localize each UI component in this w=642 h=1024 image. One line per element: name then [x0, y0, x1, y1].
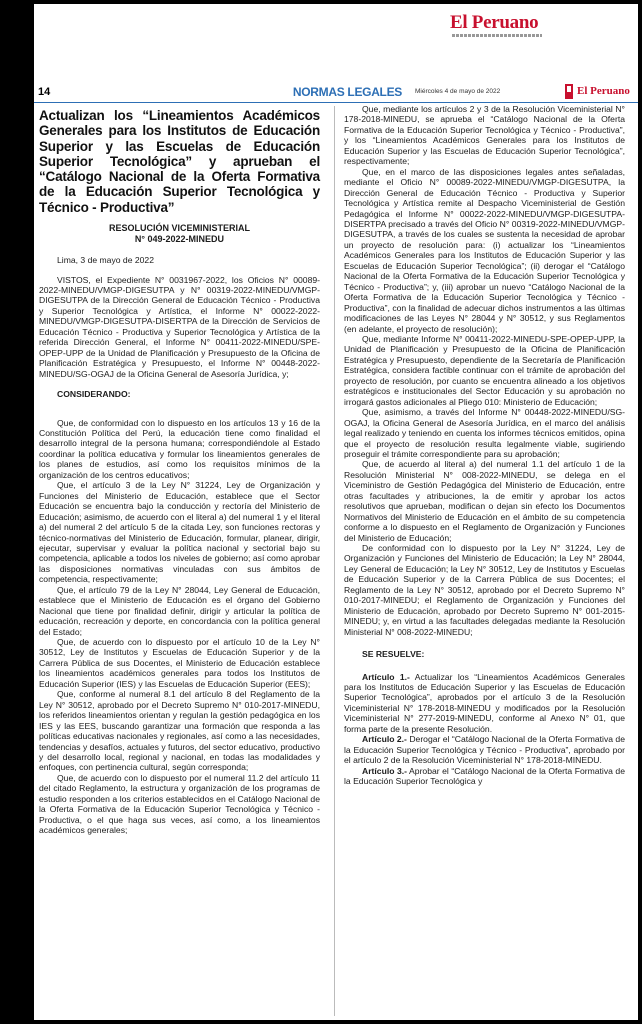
section-title: NORMAS LEGALES	[292, 85, 402, 99]
header-brand: El Peruano	[577, 85, 630, 97]
right-paragraph: Que, en el marco de las disposiciones legales antes señaladas, mediante el Oficio N° 00089-2022-MINEDU/VMGP-DIGESUTPA, la Dirección General de Educación Técnico - Productiva y Superior Tecnológica y Artística remite al Despacho Viceministerial de Gestión Pedagógica el Informe N° 00022-2022-MINEDU/VMGP-DIGESUTPA-DISERTPA precisado a través del Oficio N° 00319-2022-MINEDU/VMGP-DIGESUTPA, a través de los cuales se sustenta la necesidad de aprobar un proyecto de resolución para: (i) actualizar los “Lineamientos Académicos Generales para los Institutos de Educación Superior y las Escuelas de Educación Superior Tecnológica”; (ii) derogar el “Catálogo Nacional de la Oferta Formativa de la Educación Superior Tecnológica y Técnico - Productiva”; y, (iii) aprobar un nuevo “Catálogo Nacional de la Oferta Formativa de la Educación Superior Tecnológica y Técnico - Productiva”, con la finalidad de adecuar dichos instrumentos a las últimas modificaciones de las Leyes N° 28044 y N° 30512, y sus Reglamentos (en adelante, el proyecto de resolución);	[344, 166, 625, 334]
header-rule	[34, 102, 638, 103]
resolution-code: N° 049-2022-MINEDU	[134, 234, 225, 245]
place-date: Lima, 3 de mayo de 2022	[57, 255, 154, 266]
right-paragraph: Que, mediante Informe N° 00411-2022-MINEDU-SPE-OPEP-UPP, la Unidad de Planificación y Presupuesto de la Oficina de Planificación Estratégica y Presupuesto, dependiente de la Secretaría de Planificación Estratégica, considera factible continuar con el trámite de aprobación del proyecto de resolución, por cuanto se encuentra alineado a los objetivos estratégicos e institucionales del Sector Educación y su aprobación no irrogará gastos adicionales al Pliego 010: Ministerio de Educación;	[344, 333, 625, 407]
article-headline: Actualizan los “Lineamientos Académicos Generales para los Institutos de Educación Superior y las Escuelas de Educación Superior Tecnológica” y aprueban el “Catálogo Nacional de la Oferta Formativa de la Educación Superior Tecnológica y Técnico - Productiva”	[39, 108, 320, 215]
article-1-text: Actualizar los “Lineamientos Académicos Generales para los Institutos de Educación Superior y las Escuelas de Educación Superior Tecnológica”, aprobados por el artículo 3 de la Resolución Viceministerial N° 178-2018-MINEDU y modificados por la Resolución Viceministerial N° 277-2019-MINEDU, conforme al Anexo N° 01, que forma parte de la presente Resolución.	[344, 671, 625, 734]
article-3-label: Artículo 3.-	[362, 765, 408, 776]
masthead-tagline-decoration	[452, 34, 542, 37]
left-paragraph: Que, de acuerdo con lo dispuesto por el artículo 10 de la Ley N° 30512, Ley de Institutos y Escuelas de Educación Superior y de la Carrera Pública de sus Docentes, el Ministerio de Educación establece los lineamientos académicos generales para todos los Institutos de Educación Superior (IES) y las Escuelas de Educación Superior (EES);	[39, 637, 320, 689]
considerando-heading: CONSIDERANDO:	[57, 389, 131, 400]
page-header	[34, 84, 638, 104]
right-paragraph: Que, asimismo, a través del Informe N° 00448-2022-MINEDU/SG-OGAJ, la Oficina General de Asesoría Jurídica, en el marco del análisis legal realizado y teniendo en cuenta los informes técnicos emitidos, opina que el proyecto de resolución resulta legalmente viable, sugiriendo proseguir el trámite correspondiente para su aprobación;	[344, 407, 625, 459]
masthead-brand: El Peruano	[450, 12, 539, 33]
header-logo	[565, 84, 631, 100]
left-paragraph: Que, de conformidad con lo dispuesto en los artículos 13 y 16 de la Constitución Política del Perú, la educación tiene como finalidad el desarrollo integral de la persona humana; correspondiéndole al Estado coordinar la política educativa y formular los lineamientos generales de los planes de estudios, así como los requisitos mínimos de la organización de los centros educativos;	[39, 417, 320, 480]
article-2	[344, 734, 625, 765]
article-3-text: Aprobar el “Catálogo Nacional de la Oferta Formativa de la Educación Superior Tecnológica y	[344, 765, 625, 787]
left-paragraph: Que, de acuerdo con lo dispuesto por el numeral 11.2 del artículo 11 del citado Reglamento, la estructura y organización de los programas de estudio responden a los criterios establecidos en el Catálogo Nacional de la Oferta Formativa de la Educación Superior Tecnológica y Técnico - Productiva, o el que haga sus veces, así como, a los lineamientos académicos generales;	[39, 772, 320, 836]
left-paragraph: Que, conforme al numeral 8.1 del artículo 8 del Reglamento de la Ley N° 30512, aprobado por el Decreto Supremo N° 010-2017-MINEDU, los referidos lineamientos orientan y regulan la gestión pedagógica en los IES y las EES, buscando garantizar una formación que responda a las políticas educativas nacionales y regionales, así como a las necesidades, tendencias y desafíos, actuales y futuros, del sector educativo, productivo y del desarrollo local, regional y nacional, en todas las modalidades y enfoques, con pertinencia cultural, según corresponda;	[39, 689, 320, 773]
shield-icon	[565, 84, 573, 99]
vistos-paragraph: VISTOS, el Expediente N° 0031967-2022, los Oficios N° 00089-2022-MINEDU/VMGP-DIGESUTPA y N° 00319-2022-MINEDU/VMGP-DIGESUTPA de la Dirección General de Educación Técnico - Productiva y Superior Tecnológica y Artística, el Informe N° 00022-2022-MINEDU/VMGP-DIGESUTPA-DISERTPA de la Dirección de Servicios de Educación Técnico - Productiva y Superior Tecnológica y Artística de la referida Dirección General, el Informe N° 00411-2022-MINEDU/SPE-OPEP-UPP de la Unidad de Planificación y Presupuesto de la Oficina de Planificación Estratégica y Presupuesto, el Informe N° 00448-2022-MINEDU/SG-OGAJ de la Oficina General de Asesoría Jurídica, y;	[39, 274, 320, 379]
left-paragraph: Que, el artículo 3 de la Ley N° 31224, Ley de Organización y Funciones del Ministerio de Educación, establece que el Sector Educación se encuentra bajo la conducción y rectoría del Ministerio de Educación; asimismo, de acuerdo con el literal a) del numeral 1 y el literal a) del numeral 2 del artículo 5 de la citada Ley, son funciones rectoras y técnico-normativas del Ministerio de Educación, formular, planear, dirigir, ejecutar, supervisar y evaluar la política nacional y sectorial bajo su competencia, aplicable a todos los niveles de gobierno; así como aprobar las disposiciones normativas vinculadas con sus ámbitos de competencia, respectivamente;	[39, 480, 320, 585]
masthead-logo	[446, 12, 546, 40]
article-3	[344, 766, 625, 787]
se-resuelve-heading: SE RESUELVE:	[362, 649, 425, 660]
article-2-label: Artículo 2.-	[362, 734, 407, 745]
article-2-text: Derogar el “Catálogo Nacional de la Oferta Formativa de la Educación Superior Tecnológica y Técnico - Productiva”, aprobado por el artículo 2 de la Resolución Viceministerial N° 178-2018-MINEDU.	[344, 734, 625, 766]
resolution-type: RESOLUCIÓN VICEMINISTERIAL	[108, 223, 250, 234]
column-separator	[334, 106, 335, 1016]
right-paragraph: De conformidad con lo dispuesto por la Ley N° 31224, Ley de Organización y Funciones del Ministerio de Educación; la Ley N° 28044, Ley General de Educación; la Ley N° 30512, Ley de Institutos y Escuelas de Educación Superior y de la Carrera Pública de sus Docentes; el Reglamento de la Ley N° 30512, aprobado por el Decreto Supremo N° 010-2017-MINEDU; el Reglamento de Organización y Funciones del Ministerio de Educación, aprobado por Decreto Supremo N° 001-2015-MINEDU; y, en virtud a las facultades delegadas mediante la Resolución Ministerial N° 008-2022-MINEDU;	[344, 543, 625, 637]
article-1	[344, 672, 625, 735]
issue-date: Miércoles 4 de mayo de 2022	[415, 88, 501, 95]
article-1-label: Artículo 1.-	[362, 671, 410, 682]
left-paragraph: Que, el artículo 79 de la Ley N° 28044, Ley General de Educación, establece que el Ministerio de Educación es el órgano del Gobierno Nacional que tiene por finalidad definir, dirigir y articular la política de educación, recreación y deporte, en concordancia con la política general del Estado;	[39, 584, 320, 637]
newspaper-page	[34, 4, 638, 1020]
resolution-number	[39, 223, 320, 245]
right-column	[344, 104, 625, 787]
right-paragraph: Que, de acuerdo al literal a) del numeral 1.1 del artículo 1 de la Resolución Ministerial N° 008-2022-MINEDU, se delega en el Viceministro de Gestión Pedagógica del Ministerio de Educación, entre otras facultades y atribuciones, la de emitir y aprobar los actos resolutivos que aprueban, modifican o dejan sin efecto los Documentos Normativos del Ministerio de Educación en el ámbito de su competencia conforme a lo dispuesto en el Reglamento de Organización y Funciones del Ministerio de Educación;	[344, 459, 625, 543]
page-number: 14	[38, 86, 51, 98]
left-column	[39, 108, 320, 836]
right-paragraph: Que, mediante los artículos 2 y 3 de la Resolución Viceministerial N° 178-2018-MINEDU, se aprueba el “Catálogo Nacional de la Oferta Formativa de la Educación Superior Tecnológica y Técnico - Productiva”, y los “Lineamientos Académicos Generales para los Institutos de Educación Superior y las Escuelas de Educación Superior Tecnológica”, respectivamente;	[344, 104, 625, 167]
